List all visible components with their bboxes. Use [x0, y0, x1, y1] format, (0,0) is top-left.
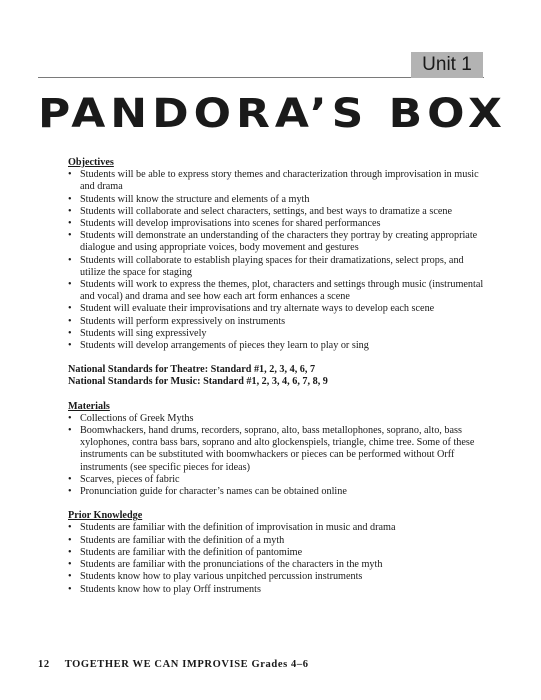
page-number: 12 [38, 659, 50, 670]
list-item: • Students know how to play various unpitched percussion instruments [68, 571, 488, 583]
spacer [68, 352, 488, 364]
grade-range: Grades 4–6 [251, 659, 309, 670]
music-standards: National Standards for Music: Standard #1, 2, 3, 4, 6, 7, 8, 9 [68, 376, 328, 388]
list-item: • Students will collaborate and select characters, settings, and best ways to dramatize a scene [68, 206, 488, 218]
theatre-standards: National Standards for Theatre: Standard #1, 2, 3, 4, 6, 7 [68, 364, 316, 376]
book-title: TOGETHER WE CAN IMPROVISE [64, 659, 249, 670]
page-title: PANDORA’S BOX [38, 90, 507, 138]
lesson-content [68, 157, 488, 596]
spacer [68, 389, 488, 401]
list-item: • Students will demonstrate an understanding of the characters they portray by creating appropriate dialogue and using appropriate voices, body movement and gestures [68, 230, 488, 254]
prior-knowledge-heading: Prior Knowledge [68, 510, 143, 522]
unit-label: Unit 1 [411, 52, 483, 78]
list-item: • Students are familiar with the definition of a myth [68, 535, 488, 547]
list-item: • Students will develop arrangements of pieces they learn to play or sing [68, 340, 488, 352]
objectives-list [68, 169, 488, 352]
prior-knowledge-list [68, 522, 488, 595]
materials-heading: Materials [68, 400, 110, 412]
list-item: • Students will know the structure and elements of a myth [68, 194, 488, 206]
materials-list [68, 413, 488, 498]
list-item: • Students are familiar with the pronunciations of the characters in the myth [68, 559, 488, 571]
list-item: • Students are familiar with the definition of improvisation in music and drama [68, 522, 488, 534]
list-item: • Students will collaborate to establish playing spaces for their dramatizations, select props, and utilize the space for staging [68, 255, 488, 279]
list-item: • Students will develop improvisations into scenes for shared performances [68, 218, 488, 230]
list-item: • Pronunciation guide for character’s names can be obtained online [68, 486, 488, 498]
list-item: • Students will sing expressively [68, 328, 488, 340]
list-item: • Students will be able to express story themes and characterization through improvisation in music and drama [68, 169, 488, 193]
list-item: • Students will perform expressively on instruments [68, 316, 488, 328]
list-item: • Boomwhackers, hand drums, recorders, soprano, alto, bass metallophones, soprano, alto, bass xylophones, contra bass bars, soprano and alto glockenspiels, triangle, chime tree. Some of these instruments can be substituted with boomwhackers or pieces can be performed without Orff instruments (see specific pieces for ideas) [68, 425, 488, 474]
list-item: • Students are familiar with the definition of pantomime [68, 547, 488, 559]
objectives-heading: Objectives [68, 157, 114, 168]
list-item: • Student will evaluate their improvisations and try alternate ways to develop each scene [68, 303, 488, 315]
list-item: • Students know how to play Orff instruments [68, 584, 488, 596]
list-item: • Students will work to express the themes, plot, characters and settings through music (instrumental and vocal) and drama and see how each art form enhances a scene [68, 279, 488, 303]
page-footer [38, 659, 309, 670]
spacer [68, 498, 488, 510]
list-item: • Scarves, pieces of fabric [68, 474, 488, 486]
list-item: • Collections of Greek Myths [68, 413, 488, 425]
